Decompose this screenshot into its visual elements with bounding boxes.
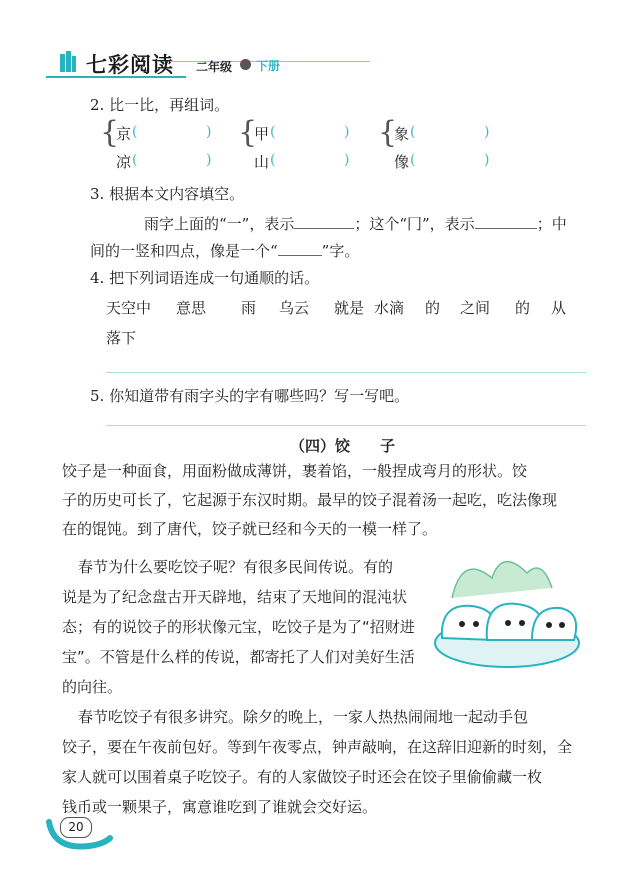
q3-text-1a: 雨字上面的“一”，表示 [144, 215, 295, 233]
q4-word-last: 落下 [106, 329, 137, 347]
q4-word: 天空中 [106, 299, 152, 317]
q4-prompt: 4. 把下列词语连成一句通顺的话。 [90, 269, 320, 287]
story-line: 说是为了纪念盘古开天辟地，结束了天地间的混沌状 [62, 588, 408, 606]
story-line: 子的历史可长了，它起源于东汉时期。最早的饺子混着汤一起吃，吃法像现 [62, 491, 558, 509]
story-line: 的向往。 [62, 678, 123, 696]
paren-open: ( [270, 124, 276, 140]
story-line: 春节吃饺子有很多讲究。除夕的晚上，一家人热热闹闹地一起动手包 [78, 708, 529, 726]
story-line: 饺子是一种面食，用面粉做成薄饼，裹着馅，一般捏成弯月的形状。饺 [62, 462, 528, 480]
q4-word: 的 [515, 299, 531, 317]
q4-word: 水滴 [374, 299, 405, 317]
paren-open: ( [132, 152, 138, 168]
q4-word: 意思 [176, 299, 207, 317]
q4-word: 就是 [334, 299, 365, 317]
paren-close: ) [344, 124, 350, 140]
paren-close: ) [206, 152, 212, 168]
brace-1: { [100, 115, 120, 150]
q3-prompt: 3. 根据本文内容填空。 [90, 185, 245, 203]
q3-blank-1[interactable] [294, 228, 354, 229]
q4-word: 从 [551, 299, 567, 317]
q4-word: 乌云 [279, 299, 310, 317]
q4-word: 雨 [241, 299, 257, 317]
q2-char-1b: 凉 [116, 153, 132, 171]
q2-char-1a: 京 [116, 125, 132, 143]
paren-close: ) [344, 152, 350, 168]
header-underline [46, 74, 186, 80]
paren-close: ) [484, 152, 490, 168]
q2-char-3a: 象 [394, 125, 410, 143]
story-line: 钱币或一颗果子，寓意谁吃到了谁就会交好运。 [62, 798, 378, 816]
book-icon [58, 48, 78, 74]
story-line: 春节为什么要吃饺子呢？有很多民间传说。有的 [78, 558, 394, 576]
q5-answer-line[interactable] [106, 425, 586, 426]
q2-char-3b: 像 [394, 153, 410, 171]
q3-text-2b: ”字。 [321, 242, 360, 260]
story-title: （四）饺 子 [290, 437, 396, 455]
grade-dot [240, 59, 251, 70]
grade-label: 二年级 [196, 60, 233, 74]
paren-close: ) [484, 124, 490, 140]
q3-line1 [144, 213, 567, 234]
story-line: 态；有的说饺子的形状像元宝，吃饺子是为了“招财进 [62, 618, 415, 636]
page-number: 20 [60, 817, 92, 838]
volume-label: 下册 [256, 59, 281, 73]
q3-text-1b: ；这个“冂”，表示 [354, 215, 475, 233]
q5-prompt: 5. 你知道带有雨字头的字有哪些吗？写一写吧。 [90, 387, 410, 405]
q2-char-2a: 甲 [254, 125, 270, 143]
q2-char-2b: 山 [254, 153, 270, 171]
paren-open: ( [410, 124, 416, 140]
paren-open: ( [270, 152, 276, 168]
q2-prompt: 2. 比一比，再组词。 [90, 96, 230, 114]
q3-blank-2[interactable] [475, 228, 537, 229]
brace-3: { [378, 115, 398, 150]
paren-close: ) [206, 124, 212, 140]
q3-blank-3[interactable] [278, 255, 322, 256]
story-line: 饺子，要在午夜前包好。等到午夜零点，钟声敲响，在这辞旧迎新的时刻，全 [62, 738, 573, 756]
paren-open: ( [132, 124, 138, 140]
q3-line2 [90, 240, 359, 261]
story-line: 家人就可以围着桌子吃饺子。有的人家做饺子时还会在饺子里偷偷藏一枚 [62, 768, 543, 786]
brace-2: { [238, 115, 258, 150]
q4-word: 的 [425, 299, 441, 317]
q4-word: 之间 [460, 299, 491, 317]
q3-text-1c: ；中 [536, 215, 567, 233]
brand-title: 七彩阅读 [86, 52, 174, 77]
dumplings-illustration [432, 548, 582, 673]
q4-answer-line[interactable] [106, 372, 586, 373]
story-line: 在的馄饨。到了唐代，饺子就已经和今天的一模一样了。 [62, 520, 438, 538]
paren-open: ( [410, 152, 416, 168]
story-line: 宝”。不管是什么样的传说，都寄托了人们对美好生活 [62, 648, 415, 666]
q3-text-2a: 间的一竖和四点，像是一个“ [90, 242, 278, 260]
